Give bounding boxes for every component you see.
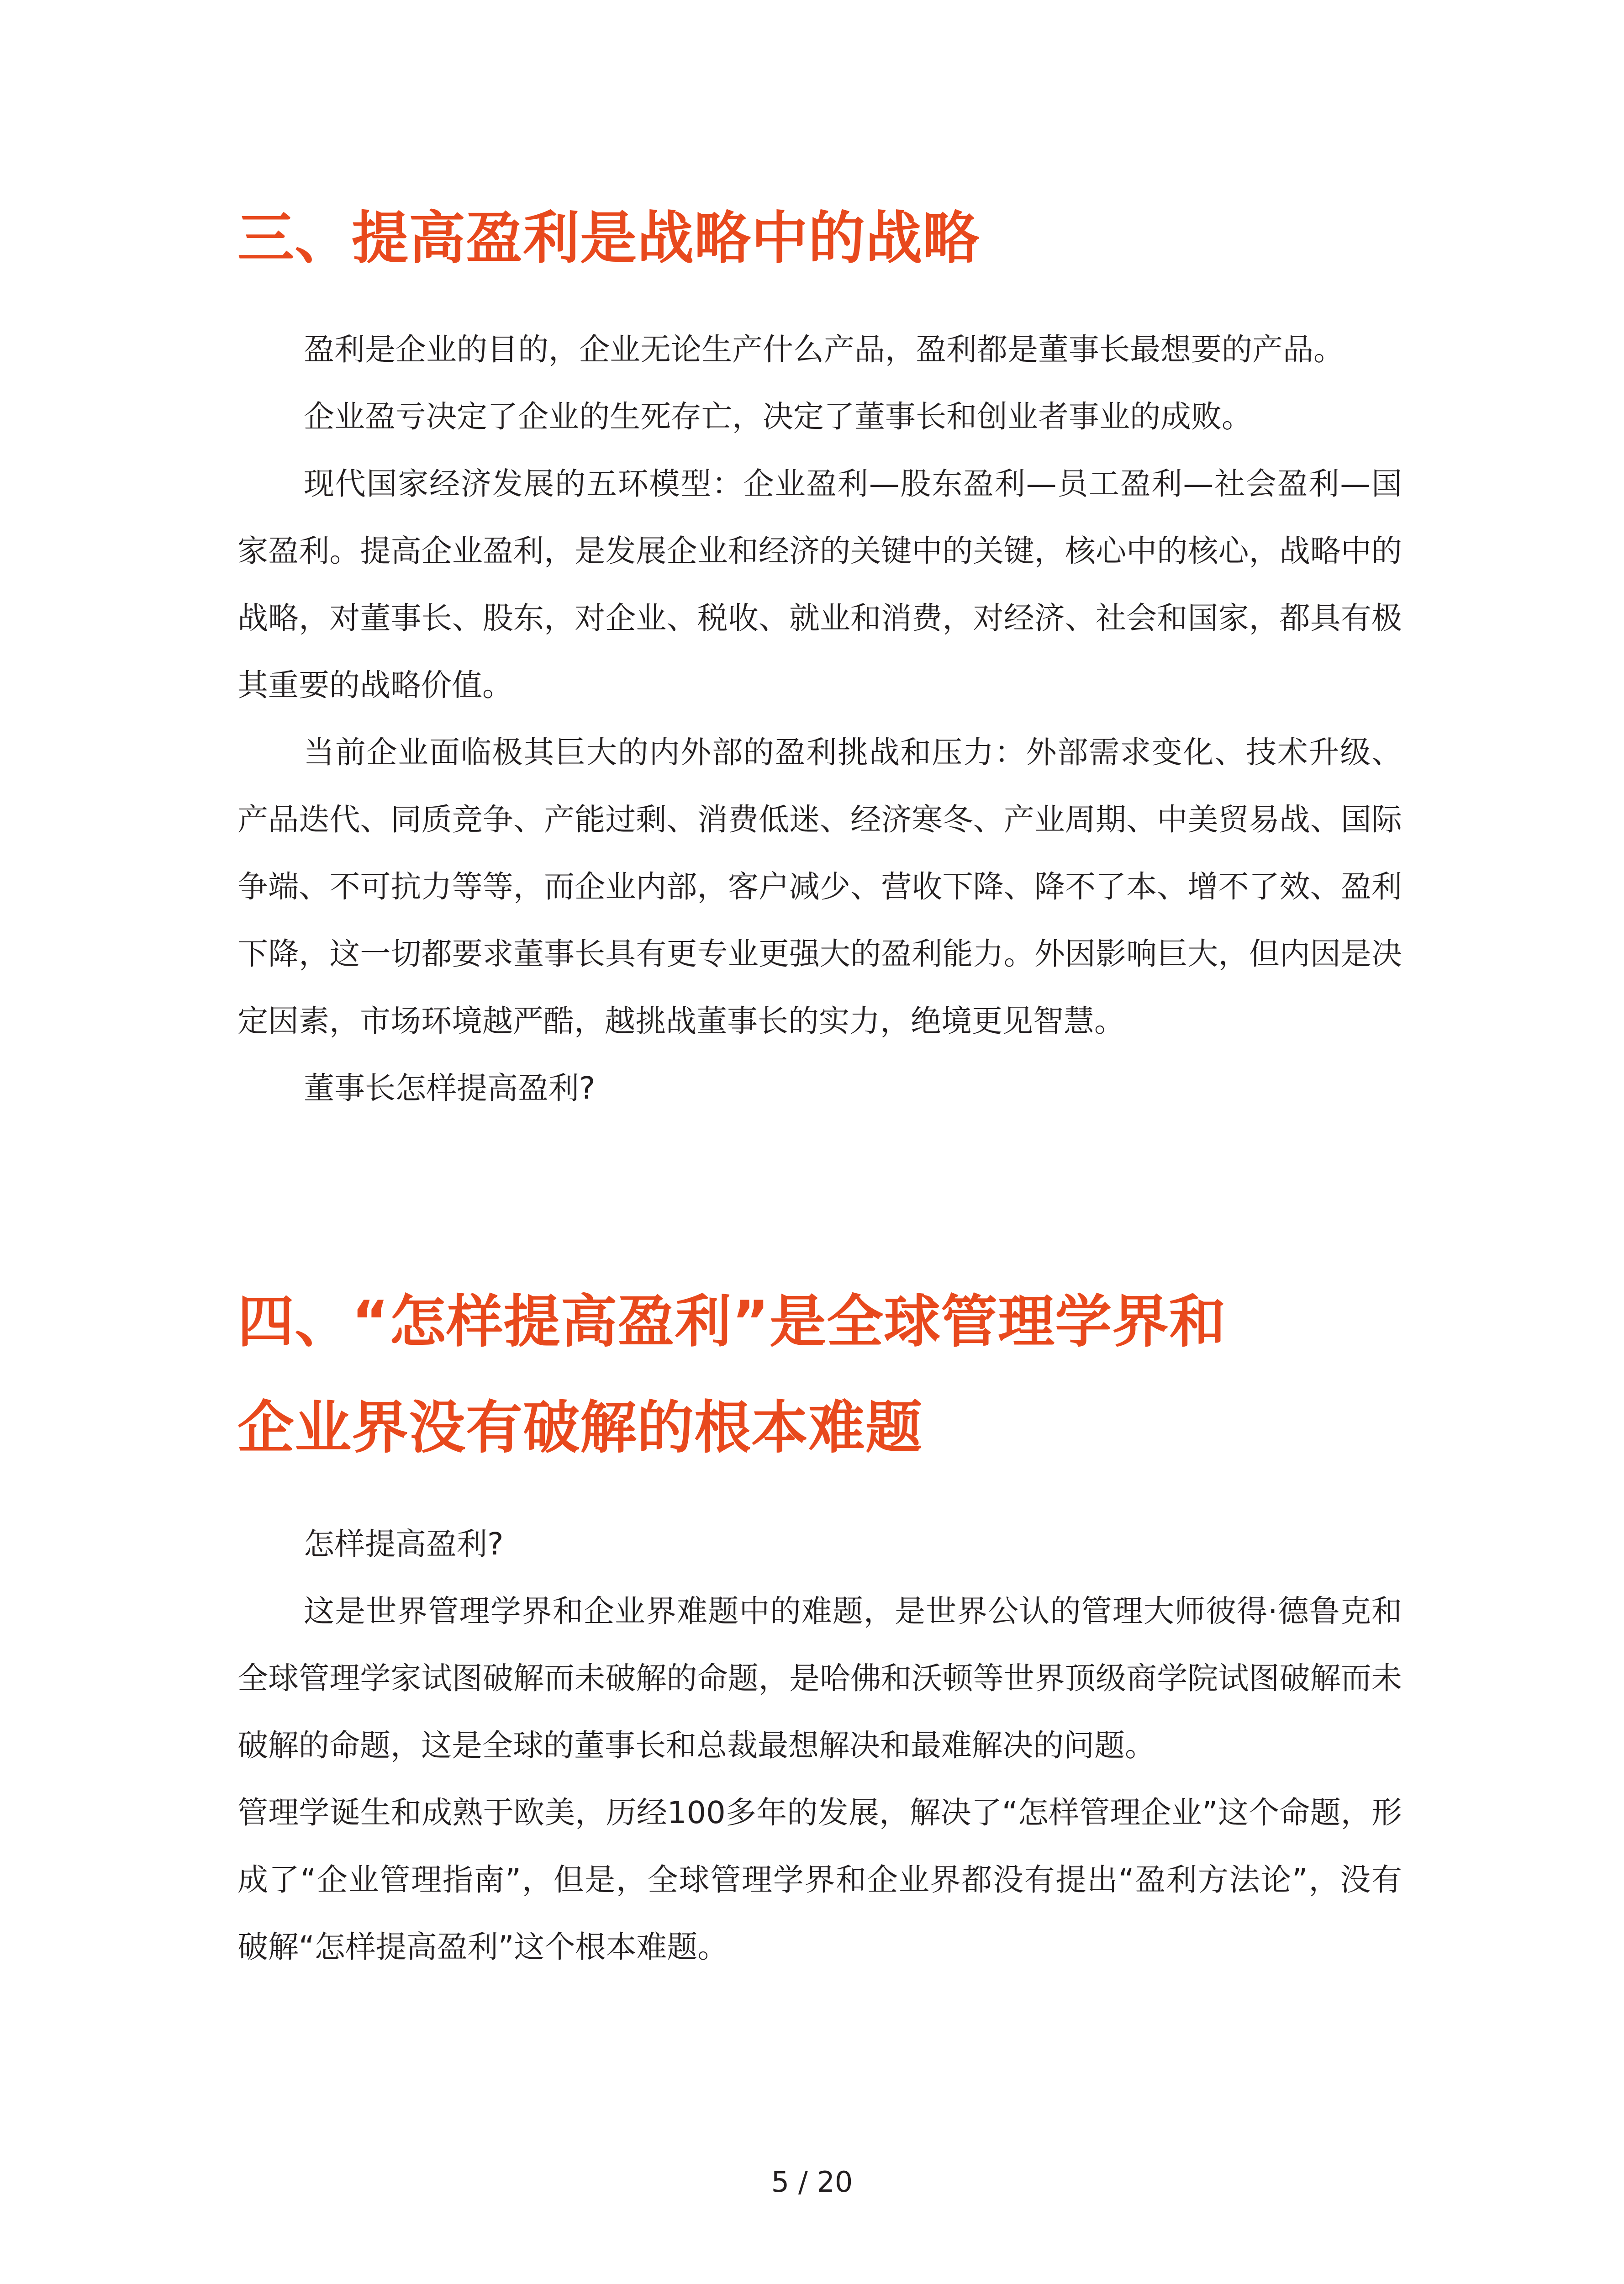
heading-line: 企业界没有破解的根本难题 [237, 1395, 923, 1461]
paragraph: 管理学诞生和成熟于欧美，历经100多年的发展，解决了“怎样管理企业”这个命题，形成了“企业管理指南”，但是，全球管理学界和企业界都没有提出“盈利方法论”，没有破解“怎样提高盈利”这个根本难题。 [237, 1795, 1402, 1965]
paragraph: 现代国家经济发展的五环模型：企业盈利—股东盈利—员工盈利—社会盈利—国家盈利。提高企业盈利，是发展企业和经济的关键中的关键，核心中的核心，战略中的战略，对董事长、股东，对企业、税收、就业和消费，对经济、社会和国家，都具有极其重要的战略价值。 [237, 466, 1402, 703]
paragraph: 当前企业面临极其巨大的内外部的盈利挑战和压力：外部需求变化、技术升级、产品迭代、同质竞争、产能过剩、消费低迷、经济寒冬、产业周期、中美贸易战、国际争端、不可抗力等等，而企业内部，客户减少、营收下降、降不了本、增不了效、盈利下降，这一切都要求董事长具有更专业更强大的盈利能力。外因影响巨大，但内因是决定因素，市场环境越严酷，越挑战董事长的实力，绝境更见智慧。 [237, 735, 1402, 1039]
heading-line: 四、“怎样提高盈利”是全球管理学界和 [237, 1289, 1226, 1355]
paragraph: 怎样提高盈利? [304, 1526, 504, 1562]
section-body-4 [237, 1511, 1402, 1981]
paragraph: 这是世界管理学界和企业界难题中的难题，是世界公认的管理大师彼得·德鲁克和全球管理学家试图破解而未破解的命题，是哈佛和沃顿等世界顶级商学院试图破解而未破解的命题，这是全球的董事长和总裁最想解决和最难解决的问题。 [237, 1593, 1402, 1763]
paragraph: 企业盈亏决定了企业的生死存亡，决定了董事长和创业者事业的成败。 [304, 399, 1252, 434]
section-heading-4 [237, 1269, 1226, 1481]
heading-line: 三、提高盈利是战略中的战略 [237, 206, 980, 271]
paragraph: 盈利是企业的目的，企业无论生产什么产品，盈利都是董事长最想要的产品。 [304, 332, 1344, 367]
section-body-3 [237, 316, 1402, 1122]
paragraph: 董事长怎样提高盈利? [304, 1070, 596, 1106]
page-number: 5 / 20 [771, 2165, 853, 2199]
section-heading-3 [237, 185, 980, 291]
